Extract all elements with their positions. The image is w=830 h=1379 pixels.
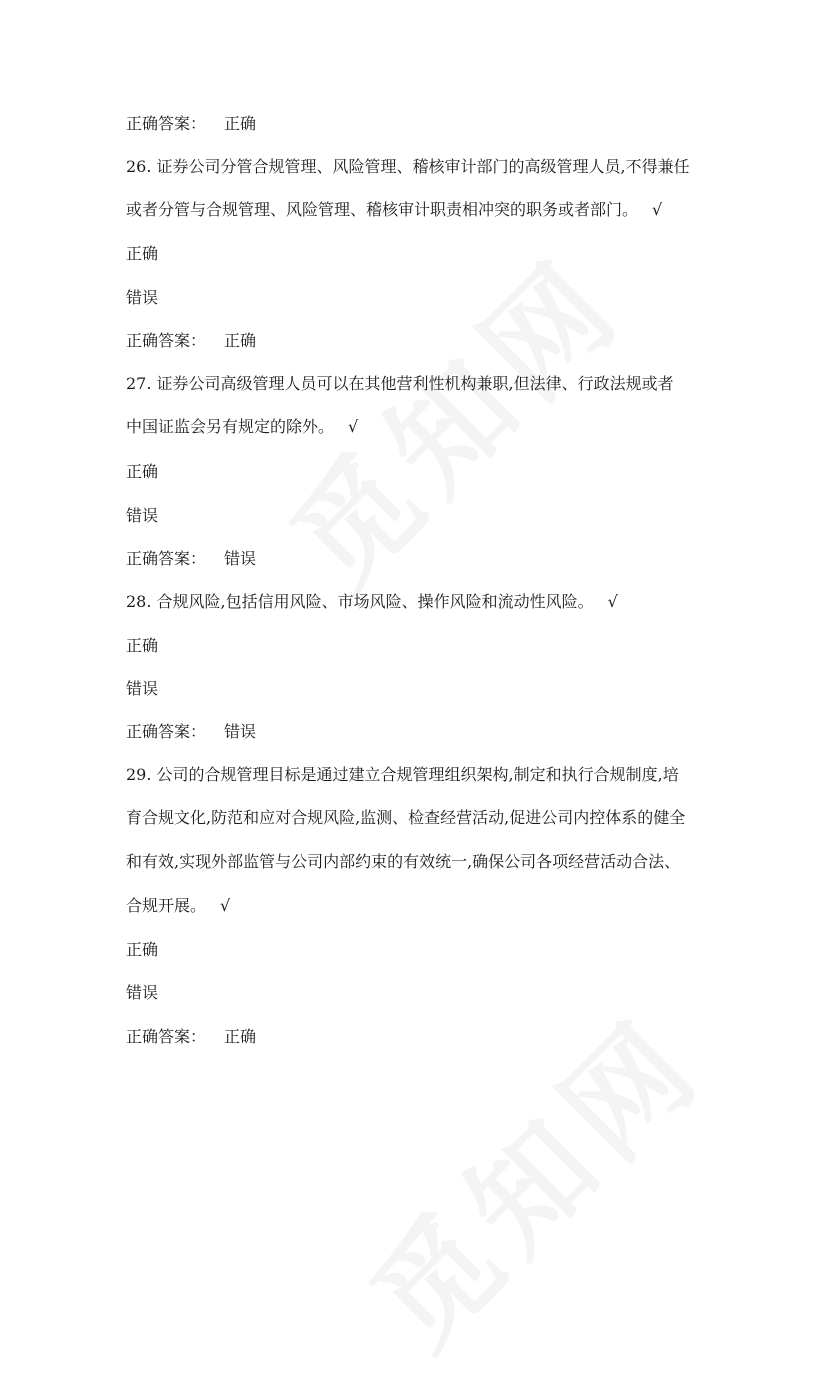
question-text-line <box>126 591 618 613</box>
option-false: 错误 <box>126 288 159 307</box>
question-text: 28. 合规风险,包括信用风险、市场风险、操作风险和流动性风险。 <box>126 592 594 611</box>
answer-line <box>126 113 256 135</box>
option-true: 正确 <box>126 940 159 959</box>
question-text-line: 26. 证券公司分管合规管理、风险管理、稽核审计部门的高级管理人员,不得兼任 <box>126 157 690 176</box>
question-text: 或者分管与合规管理、风险管理、稽核审计职责相冲突的职务或者部门。 <box>126 200 639 219</box>
answer-value: 正确 <box>224 331 257 350</box>
question-text: 合规开展。 <box>126 896 207 915</box>
option-false: 错误 <box>126 506 159 525</box>
question-text-line: 27. 证券公司高级管理人员可以在其他营利性机构兼职,但法律、行政法规或者 <box>126 374 674 393</box>
checkmark-icon: √ <box>220 896 231 915</box>
answer-label: 正确答案： <box>126 1027 207 1046</box>
checkmark-icon: √ <box>652 200 663 219</box>
answer-line <box>126 548 256 570</box>
answer-value: 正确 <box>224 114 257 133</box>
question-text-line: 育合规文化,防范和应对合规风险,监测、检查经营活动,促进公司内控体系的健全 <box>126 808 686 827</box>
question-text-line: 29. 公司的合规管理目标是通过建立合规管理组织架构,制定和执行合规制度,培 <box>126 765 679 784</box>
answer-value: 错误 <box>224 549 257 568</box>
answer-line <box>126 1026 256 1048</box>
answer-label: 正确答案： <box>126 549 207 568</box>
option-true: 正确 <box>126 462 159 481</box>
answer-line <box>126 330 256 352</box>
answer-line <box>126 721 256 743</box>
answer-value: 错误 <box>224 722 257 741</box>
answer-label: 正确答案： <box>126 722 207 741</box>
answer-value: 正确 <box>224 1027 257 1046</box>
option-true: 正确 <box>126 636 159 655</box>
option-false: 错误 <box>126 679 159 698</box>
question-text-line: 和有效,实现外部监管与公司内部约束的有效统一,确保公司各项经营活动合法、 <box>126 852 681 871</box>
answer-label: 正确答案： <box>126 114 207 133</box>
option-true: 正确 <box>126 244 159 263</box>
question-text-line <box>126 895 230 917</box>
question-text: 中国证监会另有规定的除外。 <box>126 417 335 436</box>
question-text-line <box>126 199 662 221</box>
checkmark-icon: √ <box>348 417 359 436</box>
option-false: 错误 <box>126 983 159 1002</box>
watermark <box>328 973 734 1379</box>
answer-label: 正确答案： <box>126 331 207 350</box>
question-text-line <box>126 416 358 438</box>
checkmark-icon: √ <box>607 592 618 611</box>
